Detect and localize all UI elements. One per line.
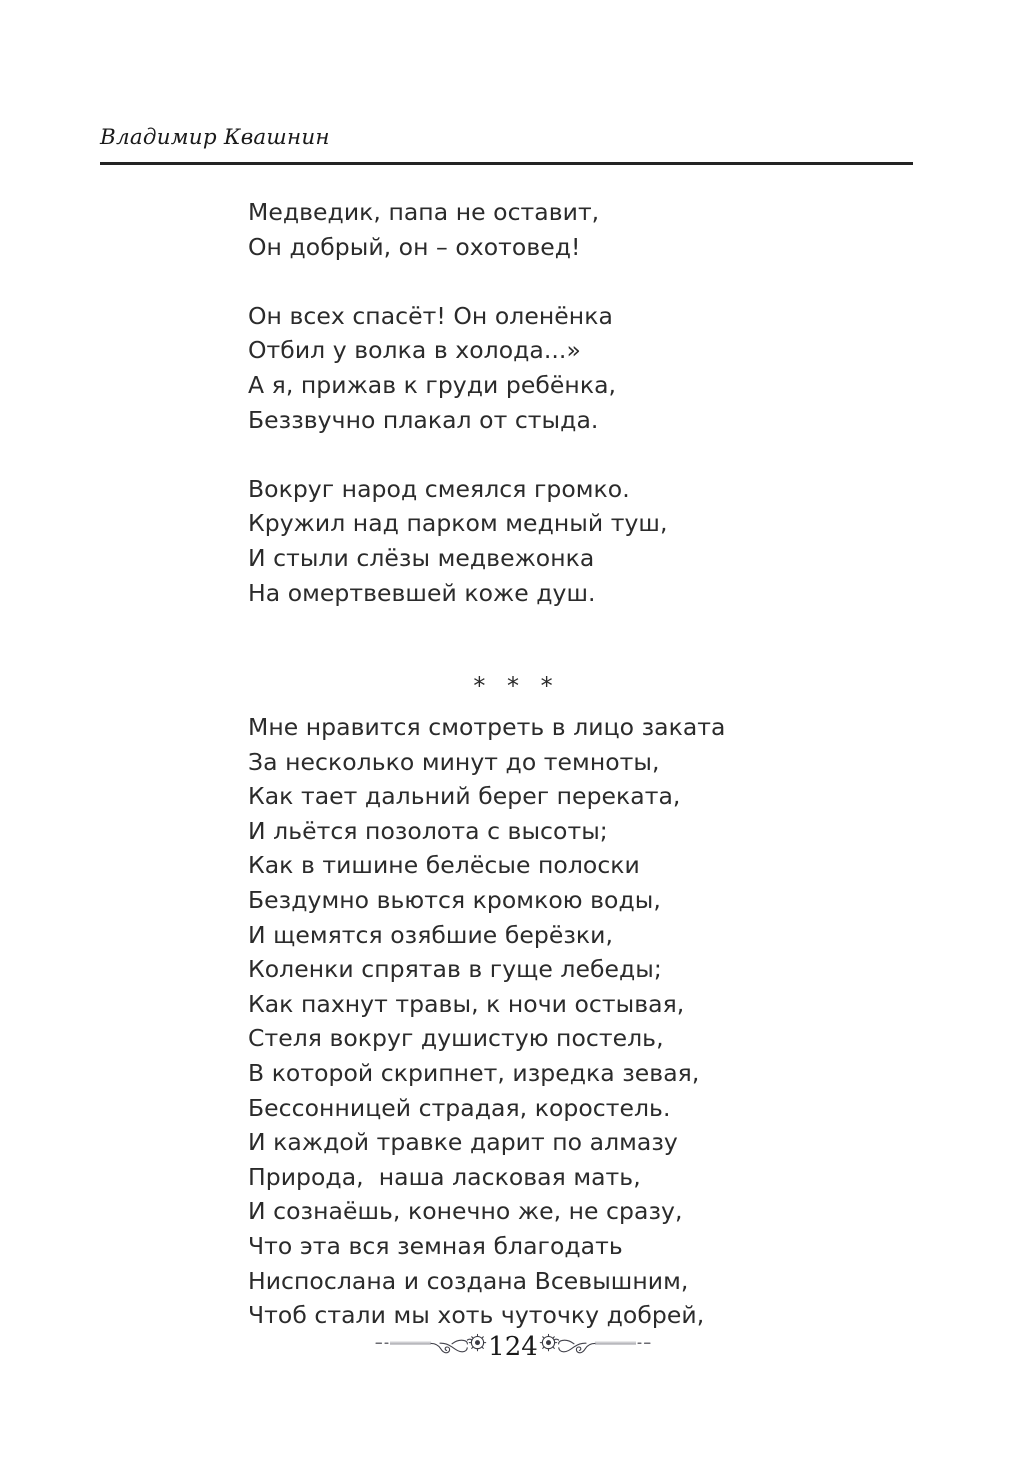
verse-line: Чтоб стали мы хоть чуточку добрей, <box>248 1301 705 1330</box>
verse-line: На омертвевшей коже душ. <box>248 578 596 607</box>
verse-line: Ниспослана и создана Всевышним, <box>248 1266 689 1295</box>
rosette <box>540 1334 556 1350</box>
running-head-rule <box>100 162 913 165</box>
running-head-author: Владимир Квашнин <box>100 125 330 150</box>
verse-line: Вокруг народ смеялся громко. <box>248 474 630 503</box>
verse-line: Мне нравится смотреть в лицо заката <box>248 713 726 741</box>
running-head <box>100 124 913 152</box>
verse-line: И сознаёшь, конечно же, не сразу, <box>248 1197 683 1226</box>
verse-line: Он всех спасёт! Он оленёнка <box>248 301 613 330</box>
verse-line: Отбил у волка в холода...» <box>248 336 581 365</box>
verse-line: Стеля вокруг душистую постель, <box>248 1024 664 1053</box>
poem-two <box>248 710 725 1333</box>
verse-line: Кружил над парком медный туш, <box>248 509 668 538</box>
verse-line: Беззвучно плакал от стыда. <box>248 405 599 434</box>
verse-line: Как пахнут травы, к ночи остывая, <box>248 989 685 1018</box>
verse-line: И щемятся озябшие берёзки, <box>248 920 613 949</box>
verse-line: Он добрый, он – охотовед! <box>248 232 581 261</box>
poem-one <box>248 195 668 610</box>
verse-line: Медведик, папа не оставит, <box>248 198 600 226</box>
verse-line: Как в тишине белёсые полоски <box>248 851 640 880</box>
stanza <box>248 710 725 1333</box>
verse-line: И каждой травке дарит по алмазу <box>248 1128 678 1157</box>
stanza <box>248 195 668 264</box>
verse-line: В которой скрипнет, изредка зевая, <box>248 1058 700 1087</box>
verse-line: Бессонницей страдая, коростель. <box>248 1093 671 1122</box>
stanza <box>248 472 668 610</box>
verse-line: И стыли слёзы медвежонка <box>248 543 595 572</box>
page-footer <box>0 1327 1026 1365</box>
verse-line: Коленки спрятав в гуще лебеды; <box>248 955 662 984</box>
verse-line: И льётся позолота с высоты; <box>248 816 608 845</box>
ornament-left-icon <box>374 1327 487 1365</box>
verse-line: За несколько минут до темноты, <box>248 747 660 776</box>
verse-line: Что эта вся земная благодать <box>248 1231 623 1260</box>
stanza <box>248 299 668 437</box>
page-number: 124 <box>488 1332 538 1362</box>
ornament-right-icon <box>539 1327 652 1365</box>
verse-line: Природа, наша ласковая мать, <box>248 1162 641 1191</box>
section-separator: * * * <box>473 672 560 700</box>
verse-line: Бездумно вьются кромкою воды, <box>248 885 661 914</box>
verse-line: А я, прижав к груди ребёнка, <box>248 370 617 399</box>
verse-line: Как тает дальний берег переката, <box>248 782 681 811</box>
rosette <box>469 1334 485 1350</box>
